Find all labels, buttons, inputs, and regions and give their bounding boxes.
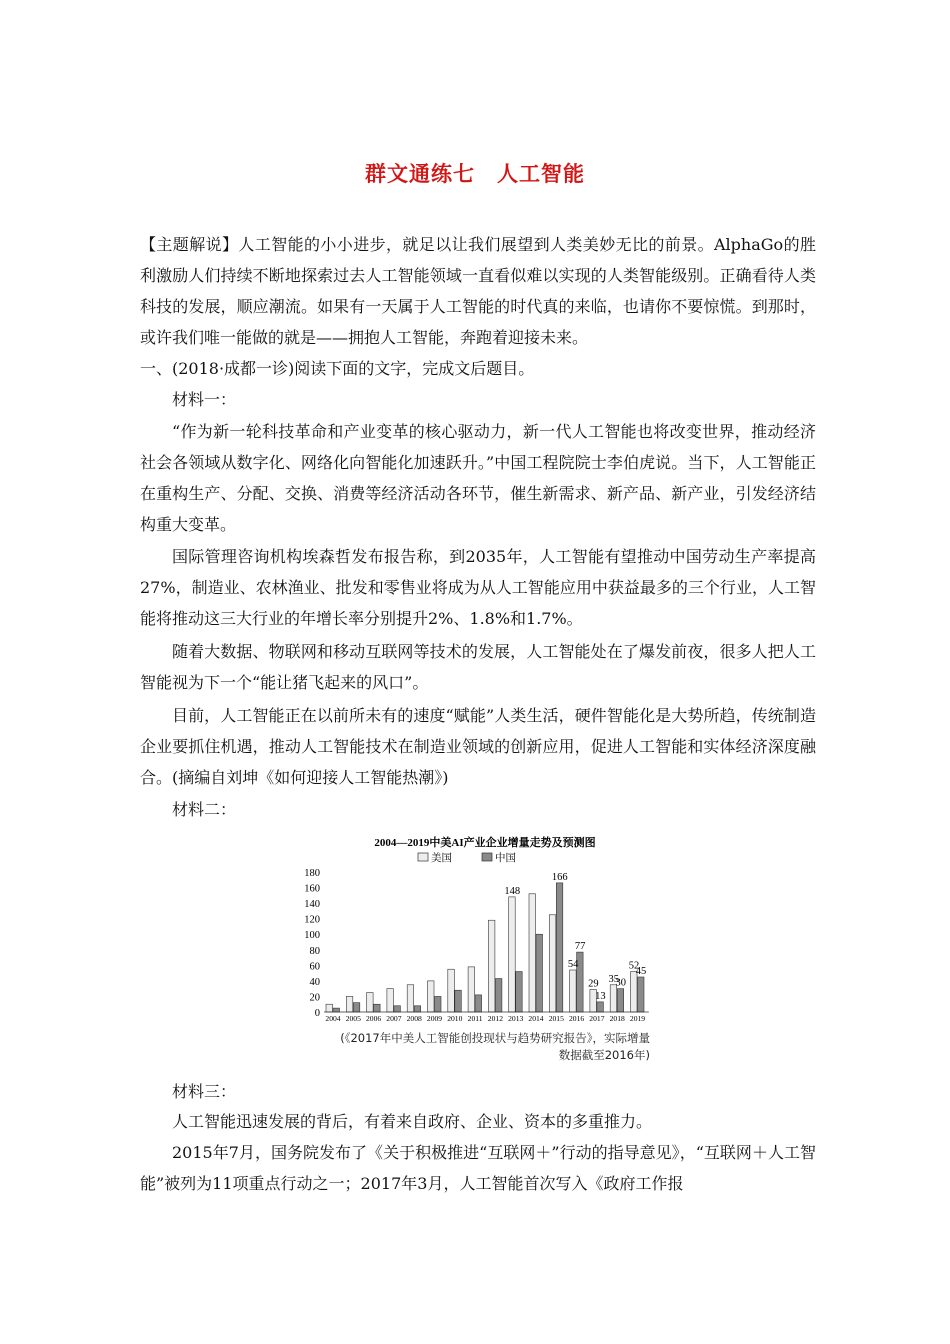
y-tick-label: 80 xyxy=(309,945,320,957)
y-tick-label: 60 xyxy=(309,961,320,973)
bar-美国-2014 xyxy=(529,894,536,1012)
data-label: 54 xyxy=(567,959,579,970)
y-tick-label: 140 xyxy=(304,899,320,911)
bar-美国-2012 xyxy=(488,920,495,1012)
bar-中国-2011 xyxy=(475,995,482,1012)
data-label: 35 xyxy=(608,973,619,985)
bar-中国-2018 xyxy=(617,989,624,1012)
x-tick-label: 2017 xyxy=(589,1014,605,1023)
data-label: 77 xyxy=(574,941,586,953)
x-tick-label: 2013 xyxy=(508,1014,524,1023)
bar-中国-2007 xyxy=(394,1006,401,1012)
material1-paragraph-4: 目前，人工智能正在以前所未有的速度“赋能”人类生活，硬件智能化是大势所趋，传统制造企业要抓住机遇，推动人工智能技术在制造业领域的创新应用，促进人工智能和实体经济深度融合。(摘编自刘坤《如何迎接人工智能热潮》) xyxy=(140,706,816,787)
legend-swatch-1 xyxy=(482,853,492,861)
y-tick-label: 160 xyxy=(304,883,320,895)
x-tick-label: 2015 xyxy=(548,1014,564,1023)
material3-paragraph-2: 2015年7月，国务院发布了《关于积极推进“互联网＋”行动的指导意见》，“互联网＋人工智能”被列为11项重点行动之一；2017年3月，人工智能首次写入《政府工作报 xyxy=(140,1143,816,1193)
y-tick-label: 100 xyxy=(304,930,320,942)
x-tick-label: 2019 xyxy=(629,1014,646,1023)
bar-美国-2016 xyxy=(570,970,577,1012)
bar-中国-2015 xyxy=(556,883,563,1012)
bar-中国-2017 xyxy=(597,1002,604,1012)
x-tick-label: 2007 xyxy=(386,1014,402,1023)
x-tick-label: 2012 xyxy=(487,1014,503,1023)
legend-label-1: 中国 xyxy=(495,853,516,864)
chart-caption-line-1: (《2017年中美人工智能创投现状与趋势研究报告》，实际增量 xyxy=(340,1031,650,1045)
x-tick-label: 2014 xyxy=(528,1014,544,1023)
bar-中国-2006 xyxy=(374,1004,381,1012)
intro-paragraph xyxy=(140,229,816,353)
x-tick-label: 2018 xyxy=(609,1014,625,1023)
bar-美国-2013 xyxy=(509,897,516,1012)
x-tick-label: 2016 xyxy=(569,1014,585,1023)
bar-美国-2004 xyxy=(326,1004,333,1012)
x-tick-label: 2006 xyxy=(366,1014,382,1023)
bar-中国-2009 xyxy=(435,996,442,1012)
bar-中国-2005 xyxy=(353,1003,360,1012)
bar-中国-2019 xyxy=(638,977,645,1012)
y-tick-label: 40 xyxy=(309,976,320,988)
data-label: 45 xyxy=(635,966,647,977)
y-axis xyxy=(304,868,320,1019)
x-tick-label: 2005 xyxy=(345,1014,361,1023)
data-label: 166 xyxy=(551,871,568,883)
data-label: 52 xyxy=(628,960,640,972)
legend-label-0: 美国 xyxy=(431,853,452,864)
x-tick-label: 2008 xyxy=(406,1014,422,1023)
intro-label: 【主题解说】 xyxy=(140,235,239,254)
y-tick-label: 120 xyxy=(304,914,320,926)
chart-caption-line-2: 数据截至2016年) xyxy=(558,1048,650,1062)
material1-heading: 材料一： xyxy=(172,390,237,409)
bar-美国-2008 xyxy=(407,985,414,1012)
legend-swatch-0 xyxy=(418,853,428,861)
bar-中国-2013 xyxy=(516,972,523,1012)
y-tick-label: 20 xyxy=(309,992,320,1004)
bar-美国-2018 xyxy=(610,985,617,1012)
material1-paragraph-2: 国际管理咨询机构埃森哲发布报告称，到2035年，人工智能有望推动中国劳动生产率提高27%，制造业、农林渔业、批发和零售业将成为从人工智能应用中获益最多的三个行业，人工智能将推动这三大行业的年增长率分别提升2%、1.8%和1.7%。 xyxy=(140,547,816,628)
bar-中国-2004 xyxy=(333,1008,340,1012)
chart-svg xyxy=(290,832,670,1027)
question-line: 一、(2018·成都一诊)阅读下面的文字，完成文后题目。 xyxy=(140,359,535,378)
bar-中国-2008 xyxy=(414,1006,421,1012)
bar-美国-2009 xyxy=(428,981,435,1012)
y-tick-label: 180 xyxy=(304,868,320,879)
bar-中国-2010 xyxy=(455,990,462,1012)
bar-中国-2012 xyxy=(495,979,502,1012)
page-title: 群文通练七 人工智能 xyxy=(365,161,585,186)
material3-heading: 材料三： xyxy=(172,1082,237,1101)
x-tick-label: 2004 xyxy=(325,1014,341,1023)
x-axis xyxy=(324,1012,649,1023)
bar-美国-2010 xyxy=(448,969,455,1012)
chart-legend xyxy=(418,851,516,864)
chart-title: 2004—2019中美AI产业企业增量走势及预测图 xyxy=(374,837,596,849)
material3-paragraph-1: 人工智能迅速发展的背后，有着来自政府、企业、资本的多重推力。 xyxy=(172,1112,653,1131)
bar-美国-2007 xyxy=(387,989,394,1012)
bar-美国-2015 xyxy=(549,915,556,1012)
x-tick-label: 2011 xyxy=(467,1014,483,1023)
material1-paragraph-3: 随着大数据、物联网和移动互联网等技术的发展，人工智能处在了爆发前夜，很多人把人工智能视为下一个“能让猪飞起来的风口”。 xyxy=(140,642,816,692)
data-label: 13 xyxy=(595,990,606,1002)
data-label: 30 xyxy=(615,977,626,989)
bar-美国-2011 xyxy=(468,967,475,1012)
material1-paragraph-1: “作为新一轮科技革命和产业变革的核心驱动力，新一代人工智能也将改变世界，推动经济社会各领域从数字化、网络化向智能化加速跃升。”中国工程院院士李伯虎说。当下，人工智能正在重构生产、分配、交换、消费等经济活动各环节，催生新需求、新产品、新产业，引发经济结构重大变革。 xyxy=(140,422,816,534)
intro-text: 人工智能的小小进步，就足以让我们展望到人类美妙无比的前景。AlphaGo的胜利激励人们持续不断地探索过去人工智能领域一直看似难以实现的人类智能级别。正确看待人类科技的发展，顺应潮流。如果有一天属于人工智能的时代真的来临，也请你不要惊慌。到那时，或许我们唯一能做的就是——拥抱人工智能，奔跑着迎接未来。 xyxy=(140,235,816,347)
y-tick-label: 0 xyxy=(314,1008,320,1019)
data-label: 148 xyxy=(504,885,521,897)
bar-中国-2014 xyxy=(536,934,543,1012)
material2-heading: 材料二： xyxy=(172,800,237,819)
bar-美国-2006 xyxy=(367,993,374,1012)
bar-美国-2005 xyxy=(346,996,353,1012)
x-tick-label: 2010 xyxy=(447,1014,463,1023)
data-label: 29 xyxy=(588,978,599,990)
bar-美国-2019 xyxy=(631,972,638,1012)
x-tick-label: 2009 xyxy=(426,1014,443,1023)
